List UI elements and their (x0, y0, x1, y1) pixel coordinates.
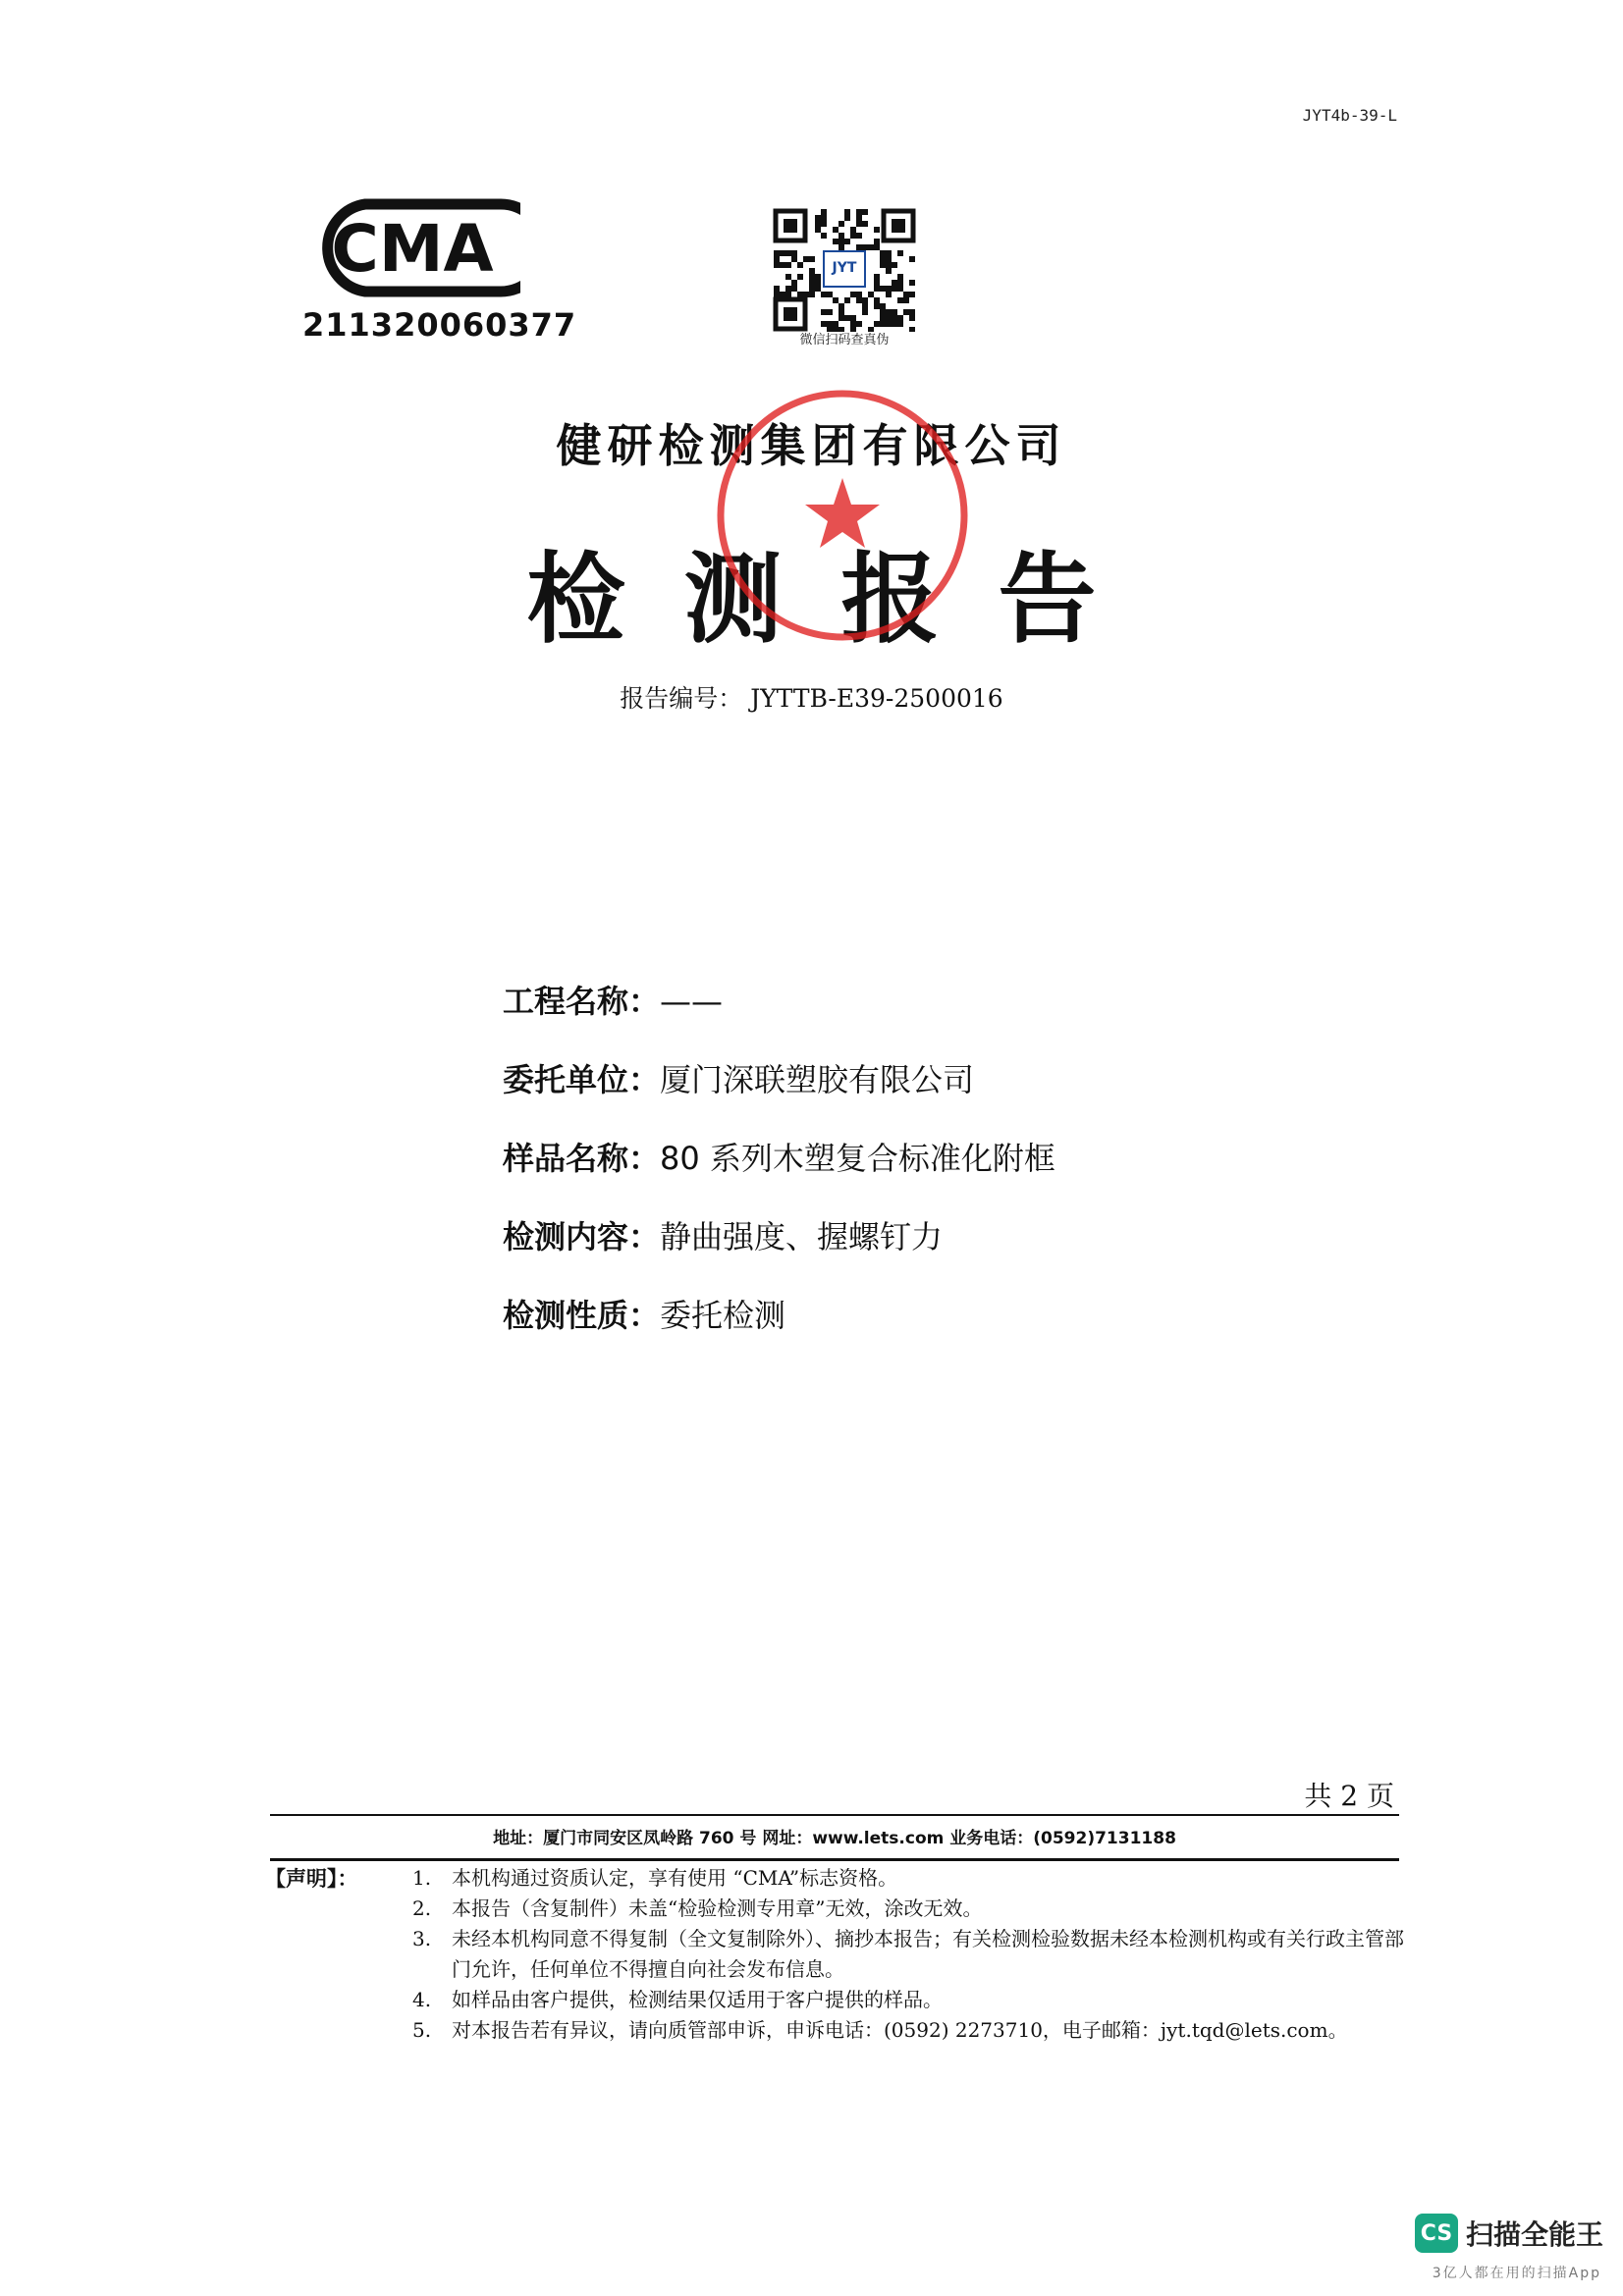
qr-module (862, 303, 868, 309)
qr-module (886, 309, 892, 315)
qr-module (892, 315, 897, 321)
qr-module (791, 286, 797, 292)
qr-module (880, 315, 886, 321)
qr-module (862, 221, 868, 227)
qr-module (839, 315, 844, 321)
qr-module (774, 262, 780, 268)
document-code: JYT4b-39-L (1302, 106, 1397, 125)
qr-module (815, 221, 821, 227)
qr-module (874, 280, 880, 286)
qr-module (797, 262, 803, 268)
declaration-item (412, 1924, 1404, 1985)
qr-module (880, 286, 886, 292)
qr-module (892, 262, 897, 268)
report-title: 检测报告 (526, 542, 1156, 657)
qr-module (839, 244, 844, 250)
qr-module (809, 292, 815, 297)
qr-module (909, 309, 915, 315)
qr-module (827, 292, 833, 297)
qr-module (791, 280, 797, 286)
qr-module (809, 256, 815, 262)
qr-module (803, 256, 809, 262)
qr-module (833, 321, 839, 327)
qr-module (844, 209, 850, 215)
qr-module (821, 215, 827, 221)
qr-module (774, 286, 780, 292)
qr-module (809, 274, 815, 280)
declaration-number: 2. (412, 1896, 432, 1920)
qr-module (874, 286, 880, 292)
qr-module (897, 274, 903, 280)
qr-module (785, 262, 791, 268)
divider (270, 1858, 1399, 1861)
qr-module (880, 321, 886, 327)
qr-module (897, 321, 903, 327)
qr-module (874, 321, 880, 327)
field-project-name (503, 977, 1055, 1055)
qr-module (880, 262, 886, 268)
qr-module (856, 209, 862, 215)
declaration-text: 对本报告若有异议，请向质管部申诉，申诉电话：(0592) 2273710，电子邮箱：jyt.tqd@lets.com。 (452, 2018, 1348, 2042)
declaration-text: 本报告（含复制件）未盖“检验检测专用章”无效，涂改无效。 (452, 1896, 983, 1920)
qr-module (833, 239, 839, 244)
scanner-tagline: 3亿人都在用的扫描App (1432, 2266, 1601, 2281)
qr-module (856, 292, 862, 297)
qr-module (821, 292, 827, 297)
qr-module (833, 227, 839, 233)
field-value: 80 系列木塑复合标准化附框 (660, 1140, 1055, 1177)
qr-module (785, 286, 791, 292)
qr-module (862, 209, 868, 215)
qr-module (897, 250, 903, 256)
qr-module (862, 309, 868, 315)
declaration-item (412, 1863, 1404, 1894)
qr-module (868, 244, 874, 250)
qr-module (815, 227, 821, 233)
qr-module (903, 297, 909, 303)
qr-module (874, 244, 880, 250)
qr-module (827, 321, 833, 327)
qr-module (856, 221, 862, 227)
declaration-list (412, 1863, 1404, 2046)
declaration-number: 5. (412, 2018, 432, 2042)
qr-module (850, 227, 856, 233)
qr-module (821, 233, 827, 239)
field-value: —— (660, 983, 724, 1020)
declaration-number: 3. (412, 1927, 432, 1950)
qr-module (844, 297, 850, 303)
qr-module (833, 297, 839, 303)
qr-module (886, 286, 892, 292)
qr-module (839, 233, 844, 239)
declaration-number: 1. (412, 1866, 432, 1890)
qr-module (856, 215, 862, 221)
qr-module (780, 262, 785, 268)
qr-module (774, 292, 780, 297)
qr-module (785, 274, 791, 280)
declaration-text: 如样品由客户提供，检测结果仅适用于客户提供的样品。 (452, 1988, 943, 2011)
qr-module (886, 321, 892, 327)
qr-module (780, 250, 785, 256)
qr-module (839, 221, 844, 227)
qr-module (874, 239, 880, 244)
scanner-brand: 扫描全能王 (1465, 2218, 1603, 2251)
qr-module (874, 303, 880, 309)
company-name: 健研检测集团有限公司 (556, 419, 1067, 472)
report-number-label: 报告编号： (620, 684, 743, 713)
qr-module (850, 321, 856, 327)
qr-module (821, 309, 827, 315)
qr-module (886, 256, 892, 262)
field-label: 委托单位： (503, 1061, 661, 1098)
qr-module (880, 256, 886, 262)
qr-center-label: JYT (832, 260, 857, 276)
qr-module (785, 292, 791, 297)
qr-module (897, 315, 903, 321)
qr-module (844, 239, 850, 244)
declaration-item (412, 1985, 1404, 2015)
field-label: 检测性质： (503, 1297, 661, 1334)
qr-caption: 微信扫码查真伪 (799, 333, 890, 347)
qr-module (809, 280, 815, 286)
qr-module (903, 292, 909, 297)
cma-logo-text: CMA (331, 211, 494, 287)
qr-module (909, 292, 915, 297)
qr-module (821, 209, 827, 215)
qr-module (803, 292, 809, 297)
qr-module (856, 244, 862, 250)
qr-module (897, 297, 903, 303)
qr-module (797, 292, 803, 297)
declaration-number: 4. (412, 1988, 432, 2011)
qr-module (886, 262, 892, 268)
qr-module (827, 309, 833, 315)
qr-module (862, 297, 868, 303)
qr-module (874, 227, 880, 233)
qr-module (815, 215, 821, 221)
qr-module (874, 297, 880, 303)
qr-module (809, 286, 815, 292)
qr-module (850, 315, 856, 321)
declaration-item (412, 2015, 1404, 2046)
qr-module (856, 297, 862, 303)
qr-module (785, 250, 791, 256)
qr-module (839, 309, 844, 315)
qr-module (880, 309, 886, 315)
field-label: 工程名称： (503, 983, 661, 1020)
qr-module (892, 280, 897, 286)
qr-module (892, 286, 897, 292)
qr-module (791, 250, 797, 256)
page-count: 共 2 页 (1304, 1780, 1394, 1812)
divider (270, 1814, 1399, 1816)
qr-module (839, 239, 844, 244)
field-sample-name (503, 1134, 1055, 1212)
qr-module (880, 303, 886, 309)
cma-logo (304, 196, 520, 299)
qr-module (874, 274, 880, 280)
qr-module (774, 256, 780, 262)
qr-module (774, 250, 780, 256)
declaration-item (412, 1894, 1404, 1924)
scanner-watermark (1415, 2214, 1603, 2253)
qr-module (897, 280, 903, 286)
address-line: 地址：厦门市同安区凤岭路 760 号 网址：www.lets.com 业务电话：(0592)7131188 (493, 1829, 1176, 1848)
qr-module (909, 315, 915, 321)
qr-module (815, 286, 821, 292)
official-seal (715, 388, 970, 643)
qr-module (862, 244, 868, 250)
report-number (0, 679, 1623, 715)
camscanner-icon: CS (1415, 2214, 1458, 2253)
qr-module (780, 292, 785, 297)
qr-module (886, 268, 892, 274)
qr-module (839, 303, 844, 309)
qr-module (850, 233, 856, 239)
qr-module (844, 315, 850, 321)
field-label: 检测内容： (503, 1218, 661, 1255)
qr-module (850, 292, 856, 297)
qr-module (897, 286, 903, 292)
qr-module (868, 292, 874, 297)
field-value: 静曲强度、握螺钉力 (660, 1218, 944, 1255)
qr-module (844, 215, 850, 221)
field-test-nature (503, 1291, 1055, 1369)
report-fields (503, 977, 1055, 1369)
qr-module (909, 280, 915, 286)
field-client (503, 1055, 1055, 1134)
qr-module (880, 250, 886, 256)
qr-module (809, 268, 815, 274)
cma-number: 211320060377 (302, 306, 577, 344)
qr-module (821, 321, 827, 327)
field-value: 委托检测 (660, 1297, 786, 1334)
report-number-value: JYTTB-E39-2500016 (750, 684, 1003, 713)
qr-module (892, 309, 897, 315)
qr-module (903, 309, 909, 315)
qr-module (856, 321, 862, 327)
field-value: 厦门深联塑胶有限公司 (660, 1061, 975, 1098)
qr-module (791, 256, 797, 262)
qr-module (892, 321, 897, 327)
field-label: 样品名称： (503, 1140, 661, 1177)
qr-module (815, 280, 821, 286)
qr-module (886, 315, 892, 321)
qr-module (886, 250, 892, 256)
qr-code (773, 208, 916, 332)
qr-module (909, 256, 915, 262)
qr-module (886, 292, 892, 297)
qr-module (856, 233, 862, 239)
declaration-label: 【声明】： (265, 1867, 358, 1891)
qr-module (821, 221, 827, 227)
field-test-content (503, 1212, 1055, 1291)
qr-module (815, 274, 821, 280)
declaration-text: 未经本机构同意不得复制（全文复制除外）、摘抄本报告；有关检测检验数据未经本检测机构或有关行政主管部门允许，任何单位不得擅自向社会发布信息。 (452, 1927, 1404, 1981)
qr-module (797, 274, 803, 280)
declaration-text: 本机构通过资质认定，享有使用 “CMA”标志资格。 (452, 1866, 898, 1890)
